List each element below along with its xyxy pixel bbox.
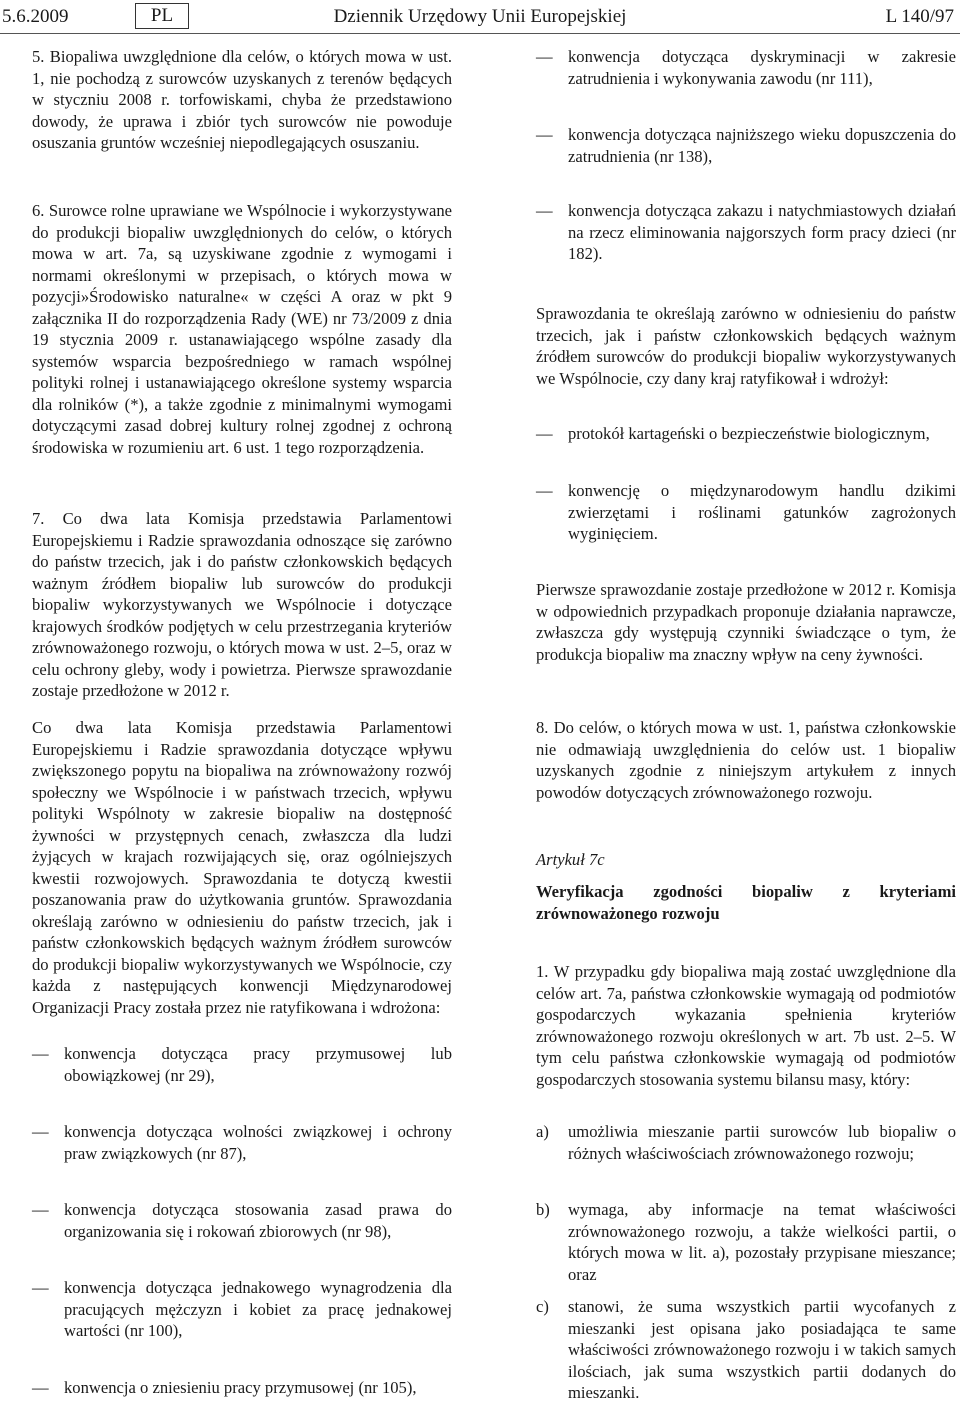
paragraph-6: 6. Surowce rolne uprawiane we Wspólnocie i wykorzystywane do produkcji biopaliw uwzględnionych do celów, o których mowa w art. 7a, są uzyskiwane zgodnie z wymogami i normami określonymi w przepisach, o których mowa w pozycji»Środowisko naturalne« w części A oraz w pkt 9 załącznika II do rozporządzenia Rady (WE) nr 73/2009 z dnia 19 stycznia 2009 r. ustanawiającego wspólne zasady dla systemów wsparcia bezpośredniego w ramach wspólnej polityki rolnej i ustanawiającego określone systemy wsparcia dla rolników (*), a także zgodnie z minimalnymi wymogami dotyczącymi zasad dobrej kultury rolnej zgodnej z ochroną środowiska w rozumieniu art. 6 ust. 1 tego rozporządzenia. (32, 201, 452, 457)
page-number: L 140/97 (885, 6, 954, 27)
list-item-b (536, 1199, 956, 1285)
first-report-paragraph: Pierwsze sprawozdanie zostaje przedłożone w 2012 r. Komisja w odpowiednich przypadkach proponuje działania naprawcze, zwłaszcza gdy występują czynniki świadczące o tym, że produkcja biopaliw ma znaczny wpływ na ceny żywności. (536, 580, 956, 664)
convention-item: — konwencja dotycząca pracy przymusowej lub obowiązkowej (nr 29), (32, 1043, 452, 1086)
list-text: umożliwia mieszanie partii surowców lub biopaliw o różnych właściwościach zrównoważonego rozwoju; (568, 1122, 956, 1163)
paragraph-5: 5. Biopaliwa uwzględnione dla celów, o których mowa w ust. 1, nie pochodzą z surowców uzyskanych z terenów będących w styczniu 2008 r. torfowiskami, chyba że przedstawiono dowody, że uprawa i zbiór tych surowców nie powoduje osuszania gruntów wcześniej niepodlegających osuszaniu. (32, 47, 452, 152)
convention-item: — konwencja dotycząca najniższego wieku dopuszczenia do zatrudnienia (nr 138), (536, 124, 956, 167)
convention-item: — konwencja dotycząca wolności związkowej i ochrony praw związkowych (nr 87), (32, 1121, 452, 1164)
article-title: Weryfikacja zgodności biopaliw z kryteriami zrównoważonego rozwoju (536, 882, 956, 923)
paragraph-7-second: Co dwa lata Komisja przedstawia Parlamentowi Europejskiemu i Radzie sprawozdania dotyczące wpływu zwiększonego popytu na biopaliwa na zrównoważony rozwój społeczny we Wspólnocie i w państwach trzecich, wpływu polityki Wspólnoty w zakresie biopaliw na dostępność żywności w przystępnych cenach, zwłaszcza dla ludzi żyjących w krajach rozwijających się, oraz ogólniejszych kwestii rozwojowych. Sprawozdania te dotyczą kwestii poszanowania praw do użytkowania gruntów. Sprawozdania określają zarówno w odniesieniu do państw trzecich, jak i państw członkowskich będących ważnym źródłem surowców do produkcji biopaliw wykorzystywanych we Wspólnocie, czy każda z następujących konwencji Międzynarodowej Organizacji Pracy została przez nie ratyfikowana i wdrożona: (32, 718, 452, 1017)
article-number: Artykuł 7c (536, 850, 605, 869)
list-text: stanowi, że suma wszystkich partii wycofanych z mieszanki jest opisana jako posiadająca te same właściwości zrównoważonego rozwoju i w takich samych ilościach, jak suma wszystkich partii dodanych do mieszanki. (568, 1297, 956, 1402)
list-label: a) (536, 1122, 549, 1141)
header-date: 5.6.2009 (2, 6, 69, 27)
protocol-item: — konwencję o międzynarodowym handlu dzikimi zwierzętami i roślinami gatunków zagrożonych wyginięciem. (536, 480, 956, 545)
paragraph-8: 8. Do celów, o których mowa w ust. 1, państwa członkowskie nie odmawiają uwzględnienia do celów ust. 1 biopaliw uzyskanych zgodnie z niniejszym artykułem z innych powodów dotyczących zrównoważonego rozwoju. (536, 718, 956, 802)
protocol-item: — protokół kartageński o bezpieczeństwie biologicznym, (536, 423, 956, 445)
convention-item: — konwencja dotycząca stosowania zasad prawa do organizowania się i rokowań zbiorowych (nr 98), (32, 1199, 452, 1242)
list-label: c) (536, 1297, 549, 1316)
reports-paragraph: Sprawozdania te określają zarówno w odniesieniu do państw trzecich, jak i państw członkowskich będących ważnym źródłem surowców do produkcji biopaliw wykorzystywanych we Wspólnocie, czy dany kraj ratyfikował i wdrożył: (536, 304, 956, 388)
convention-item: — konwencja dotycząca jednakowego wynagrodzenia dla pracujących mężczyzn i kobiet za pracę jednakowej wartości (nr 100), (32, 1277, 452, 1342)
list-item-c (536, 1296, 956, 1404)
list-item-a (536, 1121, 956, 1164)
page-header (0, 0, 960, 34)
paragraph-7: 7. Co dwa lata Komisja przedstawia Parlamentowi Europejskiemu i Radzie sprawozdania odnoszące się zarówno do państw trzecich, jak i do państw członkowskich będących ważnym źródłem biopaliw lub surowców do produkcji biopaliw wykorzystywanych we Wspólnocie i dotyczące krajowych środków podjętych w celu przestrzegania kryteriów zrównoważonego rozwoju, o których mowa w ust. 2–5, oraz w celu ochrony gleby, wody i powietrza. Pierwsze sprawozdanie zostaje przedłożone w 2012 r. (32, 509, 452, 700)
list-text: wymaga, aby informacje na temat właściwości zrównoważonego rozwoju, a także wielkości partii, o których mowa w lit. a), pozostały przypisane mieszance; oraz (568, 1200, 956, 1284)
convention-item: — konwencja o zniesieniu pracy przymusowej (nr 105), (32, 1377, 452, 1399)
article-paragraph-1: 1. W przypadku gdy biopaliwa mają zostać uwzględnione dla celów art. 7a, państwa członkowskie wymagają od podmiotów gospodarczych wykazania spełnienia kryteriów zrównoważonego rozwoju określonych w art. 7b ust. 2–5. W tym celu państwa członkowskie wymagają od podmiotów gospodarczych stosowania systemu bilansu masy, który: (536, 962, 956, 1089)
journal-title: Dziennik Urzędowy Unii Europejskiej (333, 6, 627, 27)
convention-item: — konwencja dotycząca zakazu i natychmiastowych działań na rzecz eliminowania najgorszych form pracy dzieci (nr 182). (536, 200, 956, 265)
list-label: b) (536, 1200, 550, 1219)
language-badge: PL (135, 3, 189, 29)
convention-item: — konwencja dotycząca dyskryminacji w zakresie zatrudnienia i wykonywania zawodu (nr 111), (536, 46, 956, 89)
header-rule (0, 33, 960, 34)
